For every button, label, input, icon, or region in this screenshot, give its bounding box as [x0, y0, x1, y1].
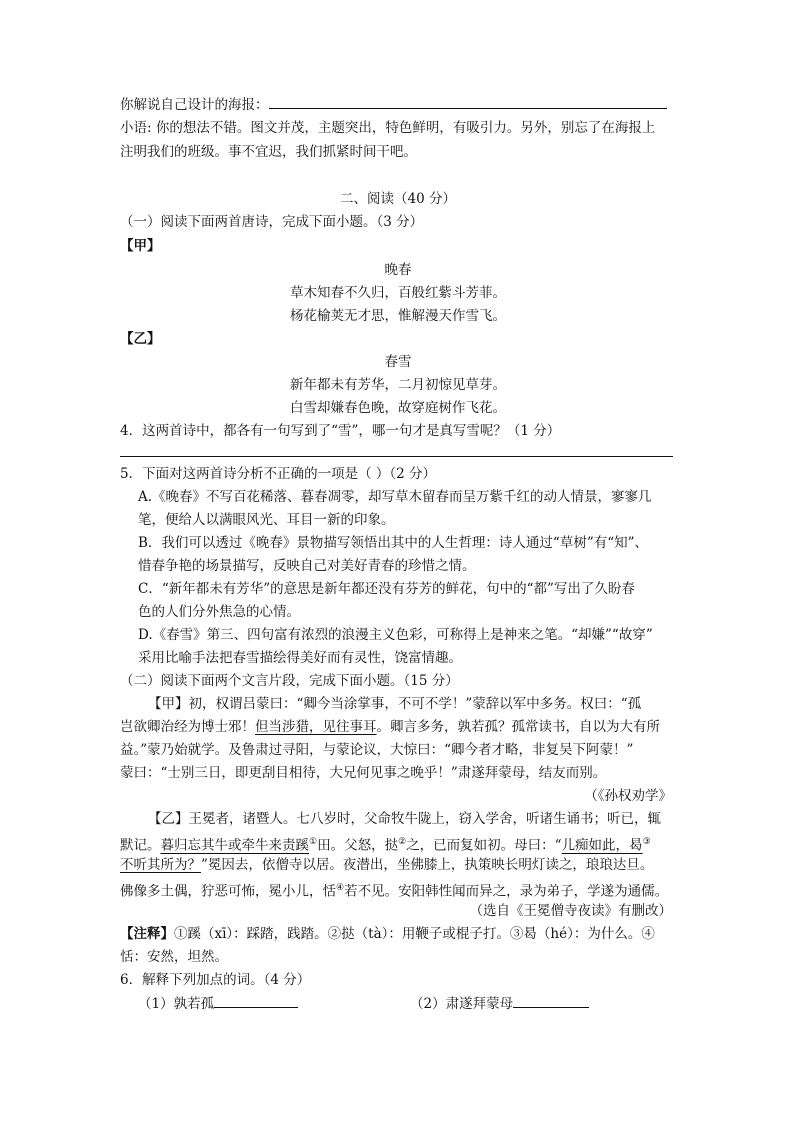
poem1-title: 晚春: [384, 262, 412, 278]
question-6-item-1: [138, 993, 298, 1015]
poem2-title: 春雪: [384, 354, 412, 370]
question-6-item-1-label: （1）孰若孤: [138, 996, 215, 1012]
text-yi-line-2-a: 默记。: [120, 837, 161, 854]
option-d-line-2: 采用比喻手法把春雪描绘得美好而有灵性，饶富情趣。: [138, 650, 462, 666]
poem2-line-2: 白雪却嫌春色晚，故穿庭树作飞花。: [290, 400, 506, 416]
note-ref-3: ③: [642, 837, 651, 847]
text-jia-line-1: 【甲】初，权谓吕蒙曰：“卿今当涂掌事，不可不学！”蒙辞以军中多务。权曰：“孤: [148, 696, 642, 712]
question-4-answer-line[interactable]: [120, 456, 673, 457]
text-yi-line-2-b: 田。父怒，挞: [317, 837, 399, 854]
question-6-item-2-label: （2）肃遂拜蒙母: [410, 996, 514, 1012]
poster-prompt: 你解说自己设计的海报：: [120, 97, 269, 113]
notes-line-2: 恬：安然，坦然。: [120, 949, 228, 965]
text-yi-underlined-1: 暮归忘其牛或牵牛来责蹊: [160, 837, 309, 854]
question-6-item-1-blank[interactable]: [214, 993, 298, 1008]
poster-prompt-line: [120, 94, 667, 116]
option-c-line-2: 色的人们分外焦急的心情。: [138, 604, 300, 620]
option-c-line-1: C．“新年都未有芳华”的意思是新年都还没有芬芳的鲜花，句中的“都”写出了久盼春: [138, 581, 635, 597]
question-4: 4．这两首诗中，都各有一句写到了“雪”，哪一句才是真写雪呢？（1 分）: [120, 423, 561, 439]
poem2-line-1: 新年都未有芳华，二月初惊见草芽。: [290, 377, 506, 393]
text-yi-line-3-b: ”冕因去，依僧寺以居。夜潜出，坐佛膝上，执策映长明灯读之，琅琅达旦。: [201, 857, 654, 873]
section-title: 二、阅读（40 分）: [340, 191, 456, 207]
text-yi-underlined-2: 儿痴如此，曷: [561, 837, 643, 854]
poster-answer-blank[interactable]: [269, 94, 667, 109]
text-yi-line-4-b: 若不见。安阳韩性闻而异之，录为弟子，学遂为通儒。: [344, 883, 669, 900]
part2-intro: （二）阅读下面两个文言片段，完成下面小题。（15 分）: [120, 673, 459, 689]
text-jia-line-3: 益。”蒙乃始就学。及鲁肃过寻阳，与蒙论议，大惊曰：“卿今者才略，非复吴下阿蒙！”: [120, 742, 634, 758]
text-yi-line-4: [120, 878, 668, 900]
option-b-line-1: B．我们可以透过《晚春》景物描写领悟出其中的人生哲理：诗人通过“草树”有“知”、: [138, 535, 649, 551]
note-ref-1: ①: [309, 837, 318, 847]
question-5-stem: 5．下面对这两首诗分析不正确的一项是（ ）（2 分）: [120, 466, 437, 482]
poem2-label: 【乙】: [120, 331, 161, 347]
text-jia-line-2-a: 岂欲卿治经为博士邪！: [120, 719, 255, 735]
poster-comment-1: 小语: 你的想法不错。图文并茂，主题突出，特色鲜明，有吸引力。另外，别忘了在海报上: [120, 120, 656, 136]
notes-text-1: ①蹊（xī）：踩踏，践踏。②挞（tà）：用鞭子或棍子打。③曷（hé）：为什么。④: [174, 926, 655, 942]
poem1-line-1: 草木知春不久归，百般红紫斗芳菲。: [290, 285, 506, 301]
text-yi-line-4-a: 佛像多土偶，狞恶可怖，冕小儿，恬: [120, 883, 336, 900]
option-a-line-1: A.《晚春》不写百花稀落、暮春凋零，却写草木留春而呈万紫千红的动人情景，寥寥几: [138, 489, 652, 505]
text-yi-line-2: [120, 832, 651, 854]
text-jia-underlined: 但当涉猎，见往事耳: [255, 719, 377, 735]
poem1-line-2: 杨花榆荚无才思，惟解漫天作雪飞。: [290, 308, 506, 324]
text-yi-underlined-3: 不听其所为？: [120, 857, 201, 873]
part1-intro: （一）阅读下面两首唐诗，完成下面小题。（3 分）: [120, 214, 424, 230]
text-jia-line-2: [120, 717, 660, 739]
text-yi-line-2-c: 之，已而复如初。母曰：“: [406, 837, 562, 854]
question-6-item-2-blank[interactable]: [513, 993, 589, 1008]
notes-line-1: [120, 924, 655, 946]
text-jia-line-4: 蒙曰：“士别三日，即更刮目相待，大兄何见事之晚乎！”肃遂拜蒙母，结友而别。: [120, 765, 607, 781]
notes-label: 【注释】: [120, 926, 174, 942]
option-d-line-1: D.《春雪》第三、四句富有浓烈的浪漫主义色彩，可称得上是神来之笔。“却嫌”“故穿”: [138, 627, 653, 643]
option-b-line-2: 惜春争艳的场景描写，反映自己对美好青春的珍惜之情。: [138, 558, 476, 574]
text-jia-source: （《孙权劝学》: [584, 788, 672, 804]
option-a-line-2: 笔，便给人以满眼风光、耳目一新的印象。: [138, 512, 395, 528]
text-yi-source: （选自《王冕僧寺夜读》有删改）: [469, 903, 672, 919]
question-6-stem: 6．解释下列加点的词。（4 分）: [120, 972, 311, 988]
note-ref-4: ④: [336, 883, 345, 893]
text-yi-line-3: [120, 855, 653, 877]
poster-comment-2: 注明我们的班级。事不宜迟，我们抓紧时间干吧。: [120, 144, 417, 160]
text-jia-line-2-b: 。卿言多务，孰若孤？孤常读书，自以为大有所: [376, 719, 660, 735]
note-ref-2: ②: [398, 837, 407, 847]
poem1-label: 【甲】: [120, 238, 161, 254]
text-yi-line-1: 【乙】王冕者，诸暨人。七八岁时，父命牧牛陇上，窃入学舍，听诸生诵书；听已，辄: [148, 811, 661, 827]
question-6-item-2: [410, 993, 589, 1015]
